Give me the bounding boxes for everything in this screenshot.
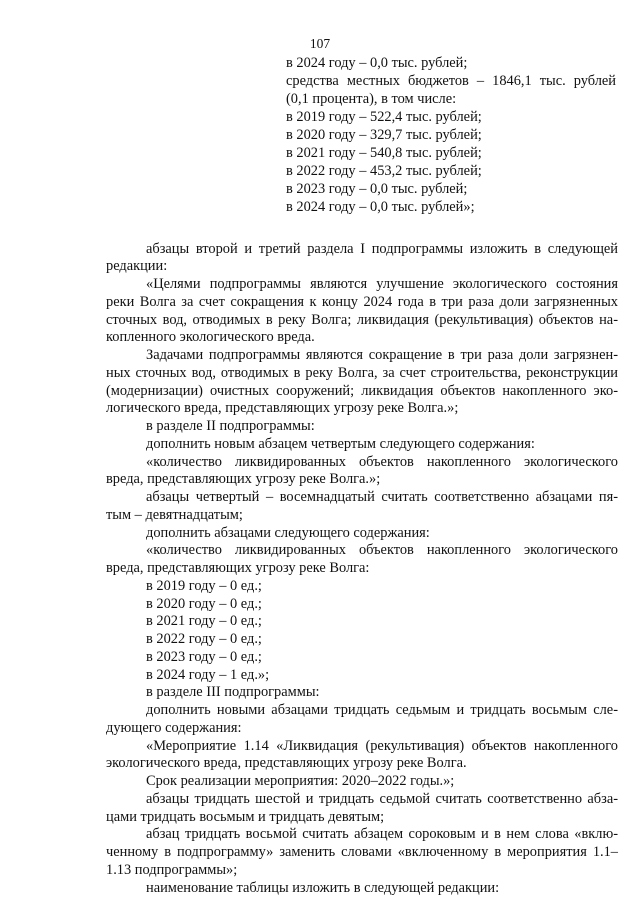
financing-line: в 2023 году – 0,0 тыс. рублей; [286, 181, 468, 197]
text-line: в 2023 году – 0 ед.; [146, 649, 262, 665]
text-line: дующего содержания: [106, 720, 242, 736]
financing-line: средства местных бюджетов – 1846,1 тыс. рублей [286, 73, 616, 89]
text-line: в разделе II подпрограммы: [146, 418, 315, 434]
text-line: редакции: [106, 258, 168, 274]
text-line: дополнить новыми абзацами тридцать седьмым и тридцать восьмым сле- [146, 702, 618, 718]
text-line: в 2020 году – 0 ед.; [146, 596, 262, 612]
text-line: в 2024 году – 1 ед.»; [146, 667, 270, 683]
text-line: абзацы тридцать шестой и тридцать седьмой считать соответственно абза- [146, 791, 618, 807]
financing-line: в 2024 году – 0,0 тыс. рублей»; [286, 199, 475, 215]
text-line: в 2022 году – 0 ед.; [146, 631, 262, 647]
text-line: «количество ликвидированных объектов накопленного экологического [146, 542, 618, 558]
text-line: абзац тридцать восьмой считать абзацем сороковым и в нем слова «вклю- [146, 826, 618, 842]
text-line: абзацы второй и третий раздела I подпрограммы изложить в следующей [146, 241, 618, 257]
text-line: «количество ликвидированных объектов накопленного экологического [146, 454, 618, 470]
financing-line: в 2024 году – 0,0 тыс. рублей; [286, 55, 468, 71]
text-line: «Целями подпрограммы являются улучшение экологического состояния [146, 276, 618, 292]
text-line: копленного экологического вреда. [106, 329, 315, 345]
financing-line: (0,1 процента), в том числе: [286, 91, 457, 107]
text-line: Срок реализации мероприятия: 2020–2022 годы.»; [146, 773, 455, 789]
text-line: ных сточных вод, отводимых в реку Волга, за счет строительства, реконструкции [106, 365, 618, 381]
text-line: 1.13 подпрограммы»; [106, 862, 238, 878]
text-line: Задачами подпрограммы являются сокращение в три раза доли загрязнен- [146, 347, 618, 363]
financing-line: в 2020 году – 329,7 тыс. рублей; [286, 127, 482, 143]
text-line: в 2019 году – 0 ед.; [146, 578, 262, 594]
text-line: цами тридцать восьмым и тридцать девятым; [106, 809, 385, 825]
financing-line: в 2021 году – 540,8 тыс. рублей; [286, 145, 482, 161]
financing-line: в 2022 году – 453,2 тыс. рублей; [286, 163, 482, 179]
text-line: ченному в подпрограмму» заменить словами «включенному в мероприятия 1.1– [106, 844, 618, 860]
text-line: вреда, представляющих угрозу реке Волга: [106, 560, 370, 576]
text-line: вреда, представляющих угрозу реке Волга.»; [106, 471, 381, 487]
text-line: наименование таблицы изложить в следующей редакции: [146, 880, 500, 896]
text-line: дополнить абзацами следующего содержания: [146, 525, 430, 541]
text-line: экологического вреда, представляющих угрозу реке Волга. [106, 755, 467, 771]
text-line: тым – девятнадцатым; [106, 507, 243, 523]
text-line: сточных вод, отводимых в реку Волга; ликвидация (рекультивация) объектов на- [106, 312, 618, 328]
text-line: (модернизации) очистных сооружений; ликвидация объектов накопленного эко- [106, 383, 618, 399]
financing-line: в 2019 году – 522,4 тыс. рублей; [286, 109, 482, 125]
text-line: в разделе III подпрограммы: [146, 684, 320, 700]
text-line: «Мероприятие 1.14 «Ликвидация (рекультивация) объектов накопленного [146, 738, 618, 754]
text-line: реки Волга за счет сокращения к концу 2024 года в три раза доли загрязненных [106, 294, 618, 310]
text-line: логического вреда, представляющих угрозу реке Волга.»; [106, 400, 459, 416]
text-line: дополнить новым абзацем четвертым следующего содержания: [146, 436, 535, 452]
text-line: в 2021 году – 0 ед.; [146, 613, 262, 629]
text-line: абзацы четвертый – восемнадцатый считать соответственно абзацами пя- [146, 489, 618, 505]
page-number: 107 [309, 36, 331, 51]
